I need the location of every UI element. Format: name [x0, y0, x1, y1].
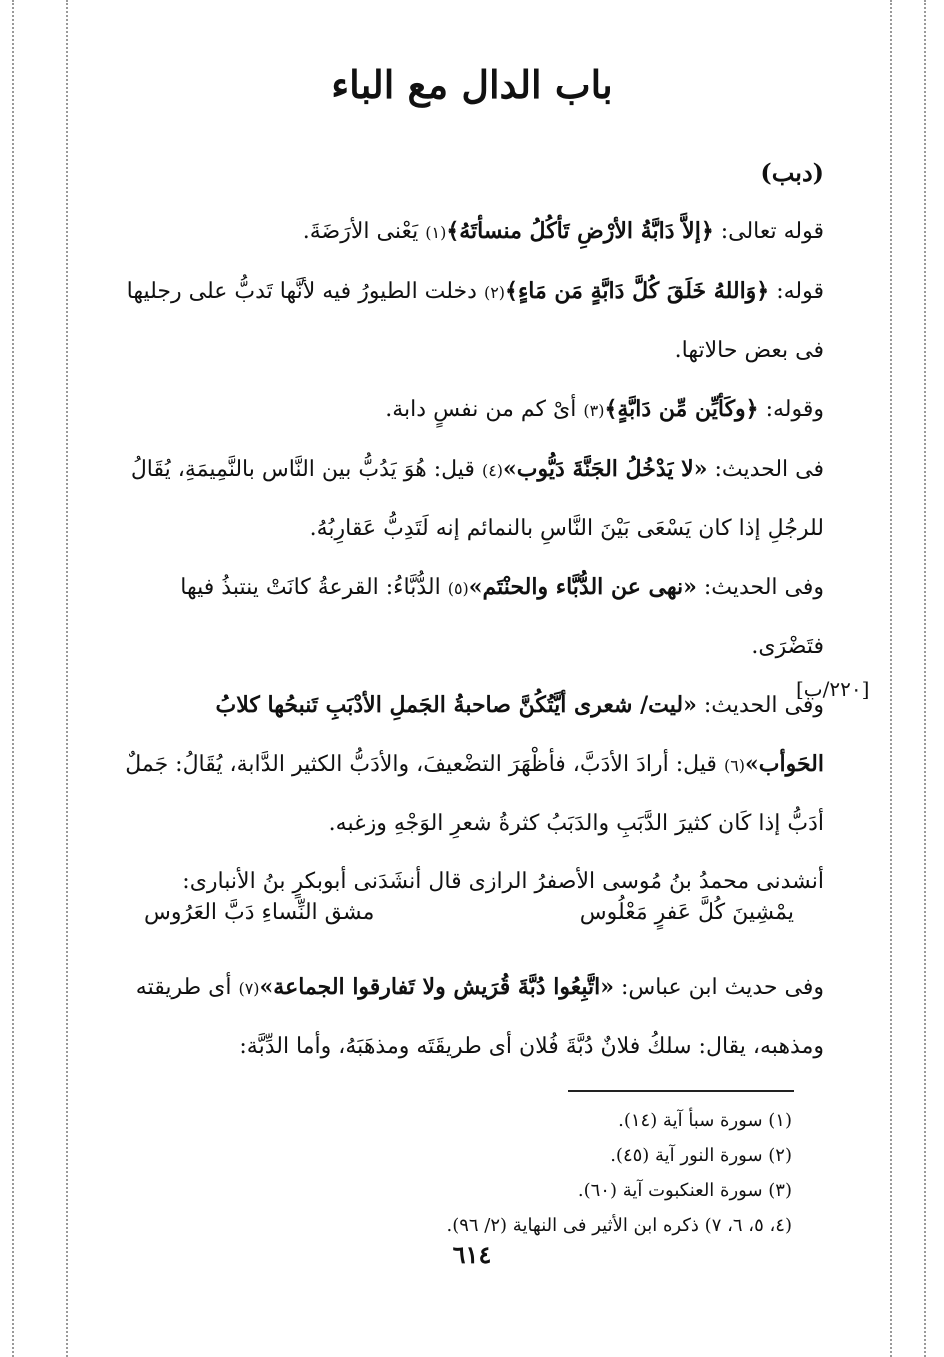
paragraph-text: قيل: أرادَ الأدَبَّ، فأظْهَرَ التضْعيفَ، والأدَبُّ الكثير الدَّابة، يُقَالُ: جَملٌ أدَبُّ إذا كَان كثيرَ الدَّبَبِ والدَبَبُ كثرةُ شعرِ الوَجْهِ وزغبه. — [125, 752, 824, 836]
main-text — [114, 144, 824, 911]
footnote-ref: (٧) — [238, 979, 260, 998]
paragraph-text: أنشدنى محمدُ بنُ مُوسى الأصفرُ الرازى قال أنشَدَنى أبوبكرٍ بنُ الأنبارى: — [182, 869, 824, 894]
footnote-separator — [568, 1090, 794, 1092]
paragraph — [114, 558, 824, 676]
paragraph — [114, 958, 824, 1076]
footnotes — [292, 1103, 792, 1243]
footnote: (٣) سورة العنكبوت آية (٦٠). — [577, 1180, 792, 1201]
footnote: (٢) سورة النور آية (٤٥). — [610, 1145, 792, 1166]
scan-dotted-margin-line — [924, 0, 926, 1357]
paragraph — [114, 262, 824, 380]
footnote: (٤، ٥، ٦، ٧) ذكره ابن الأثير فى النهاية (٢/ ٩٦). — [446, 1215, 792, 1236]
closing-text — [114, 958, 824, 1076]
footnote-ref: (٢) — [483, 283, 506, 302]
scan-dotted-margin-line — [12, 0, 14, 1357]
verse-first-hemistich: يمْشِينَ كُلَّ عَفرٍ مَعْلُوس — [579, 900, 794, 925]
poetry-verse — [144, 900, 794, 925]
verse-second-hemistich: مشق النِّساءِ دَبَّ العَرُوس — [144, 900, 375, 925]
footnote-ref: (١) — [425, 223, 447, 242]
footnote: (١) سورة سبأ آية (١٤). — [618, 1110, 792, 1131]
page-number: ٦١٤ — [452, 1240, 492, 1269]
footnote-ref: (٤) — [481, 461, 504, 480]
hadith-quote: «نهى عن الدُّبَّاء والحنْتَم» — [468, 574, 697, 600]
paragraph-text: قيل: هُوَ يَدُبُّ بين النَّاس بالنَّمِيمَةِ، يُقَالُ للرجُلِ إذا كان يَسْعَى بَيْنَ النَّاسِ بالنمائم إنه لَتَدِبُّ عَقارِبُهُ. — [130, 457, 824, 541]
paragraph-intro: قوله: — [769, 279, 824, 304]
hadith-quote: «ليت/ شعرى أيَّتُكُنَّ صاحبةُ الجَملِ الأدْبَبِ تَنبحُها كلابُ الحَوأب» — [215, 692, 824, 777]
scan-dotted-margin-line — [66, 0, 68, 1357]
footnote-ref: (٦) — [723, 756, 746, 775]
quranic-quote: ﴿وكَأيِّن مِّن دَابَّةٍ﴾ — [604, 396, 759, 422]
footnote-ref: (٥) — [447, 579, 469, 598]
paragraph-text: يَعْنى الأرَضَةَ. — [302, 219, 426, 244]
paragraph-text: أى طريقته ومذهبه، يقال: سلكُ فلانٌ دُبَّةَ فُلان أى طريقَتَه ومذهَبَهُ، وأما الدِّبَّة: — [135, 975, 824, 1059]
quranic-quote: ﴿وَاللهُ خَلَقَ كُلَّ دَابَّةٍ مَن مَاءٍ﴾ — [505, 278, 770, 304]
hadith-quote: «لا يَدْخُلُ الجَنَّةَ دَيُّوب» — [503, 456, 708, 482]
paragraph — [114, 380, 824, 440]
paragraph-intro: فى الحديث: — [707, 457, 824, 482]
entry-word: (دبب) — [760, 158, 824, 187]
paragraph-intro: وفى حديث ابن عباس: — [613, 975, 824, 1000]
paragraph-intro: قوله تعالى: — [713, 219, 824, 244]
paragraph — [114, 202, 824, 262]
paragraph-intro: وفى الحديث: — [696, 693, 824, 718]
folio-margin-note: [٢٢٠/ب] — [796, 677, 870, 701]
footnote-ref: (٣) — [583, 401, 605, 420]
quranic-quote: ﴿إلاَّ دَابَّةُ الأرْضِ تَأكُلُ منسأتَهُ﴾ — [446, 218, 714, 244]
paragraph — [114, 440, 824, 558]
paragraph-intro: وفى الحديث: — [696, 575, 824, 600]
hadith-quote: «اتَّبِعُوا دُبَّةَ قُرَيش ولا تَفارقوا الجماعة» — [259, 974, 614, 1000]
page-title: باب الدال مع الباء — [331, 62, 613, 107]
paragraph — [114, 676, 824, 853]
paragraph-intro: وقوله: — [758, 397, 824, 422]
paragraph-text: أىْ كم من نفسٍ دابة. — [385, 397, 584, 422]
paragraph-text: دخلت الطيورُ فيه لأنَّها تَدبُّ على رجليها فى بعض حالاتها. — [126, 279, 824, 363]
paragraph-text: الدُّبَّاءُ: القرعةُ كانَتْ ينتبذُ فيها فتَضْرَى. — [180, 575, 824, 659]
